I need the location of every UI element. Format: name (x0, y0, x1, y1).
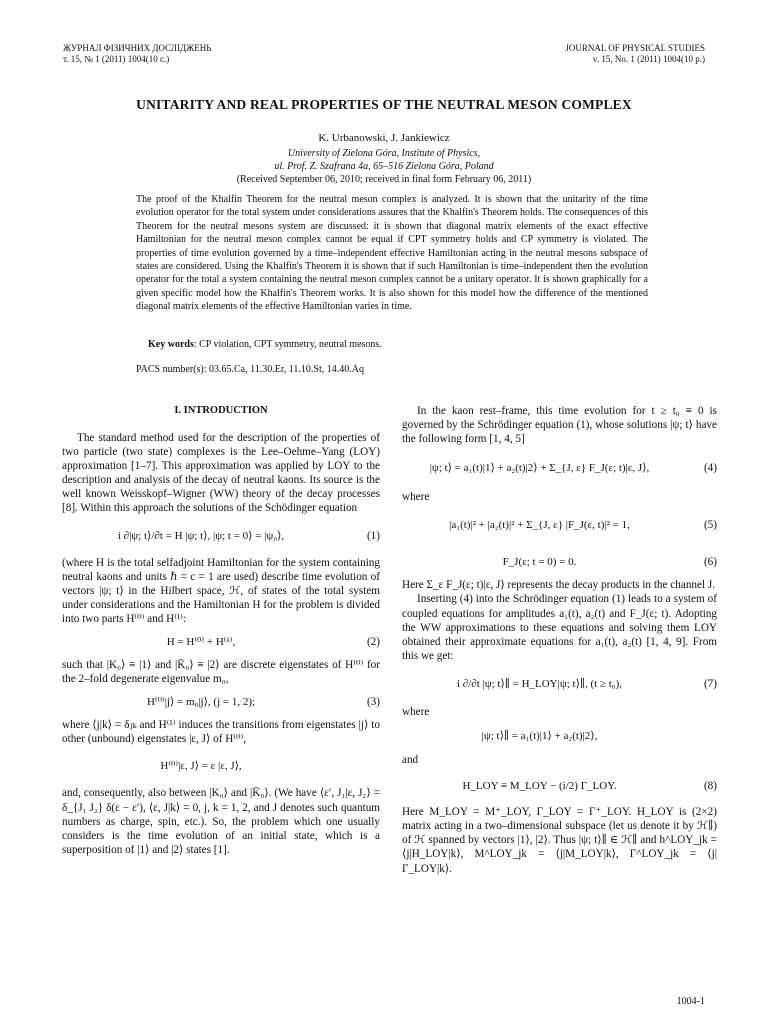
equation-7 (402, 663, 717, 705)
affiliation-line-1: University of Zielona Góra, Institute of Physics, (287, 148, 481, 159)
equation-number: (5) (703, 519, 717, 532)
paragraph: The standard method used for the description of the properties of two particle (two state) complexes is the Lee–Oehme–Yang (LOY) approximation [1–7]. This approximation was applied by LOY to the description and analysis of the decay of neutral kaons. Its source is the well known Weisskopf–Wigner (WW) theory of the decay processes [8]. Within this approach the solutions of the Schödinger equation (62, 432, 380, 515)
keywords-text: : CP violation, CPT symmetry, neutral mesons. (193, 339, 382, 350)
equation-body: i ∂/∂t |ψ; t⟩∥ = H_LOY|ψ; t⟩∥, (t ≥ t₀), (457, 677, 622, 690)
paragraph: Here Σ_ε F_J(ε; t)|ε, J⟩ represents the decay products in the channel J. (402, 579, 716, 592)
equation-number: (1) (366, 529, 380, 542)
equation-body: |ψ; t⟩ = a₁(t)|1⟩ + a₂(t)|2⟩ + Σ_{J, ε} F_J(ε; t)|ε, J⟩, (429, 462, 650, 475)
pacs-numbers: PACS number(s): 03.65.Ca, 11.30.Er, 11.10.St, 14.40.Aq (136, 364, 364, 375)
equation-parallel (402, 719, 717, 753)
equation-unbound (62, 746, 380, 786)
equation-number: (2) (366, 636, 380, 649)
volume-info-eng: v. 15, No. 1 (2011) 1004(10 p.) (592, 54, 705, 64)
equation-number: (8) (703, 780, 717, 793)
equation-body: |ψ; t⟩∥ = a₁(t)|1⟩ + a₂(t)|2⟩, (481, 730, 598, 743)
equation-body: H⁽⁰⁾|ε, J⟩ = ε |ε, J⟩, (160, 760, 242, 773)
equation-body: |a₁(t)|² + |a₂(t)|² + Σ_{J, ε} |F_J(ε, t)|² = 1, (449, 519, 630, 532)
equation-number: (4) (703, 462, 717, 475)
equation-number: (3) (366, 696, 380, 709)
paragraph: where (402, 705, 430, 718)
equation-body: F_J(ε; t = 0) = 0. (502, 556, 577, 569)
paragraph: where (402, 491, 430, 504)
journal-name-ukr: ЖУРНАЛ ФІЗИЧНИХ ДОСЛІДЖЕНЬ (63, 43, 212, 53)
paragraph: Here M_LOY = M⁺_LOY, Γ_LOY = Γ⁺_LOY. H_LOY is (2×2) matrix acting in a two–dimensional subspace (let us denote it by ℋ∥) of ℋ spanned by vectors |1⟩, |2⟩. Thus |ψ; t⟩∥ ∈ ℋ∥ and h^LOY_jk = ⟨j|H_LOY|k⟩, M^LOY_jk = ⟨j|M_LOY|k⟩, Γ^LOY_jk = ⟨j|Γ_LOY|k⟩. (402, 806, 717, 875)
paragraph: where ⟨j|k⟩ = δⱼₖ and H⁽¹⁾ induces the transitions from eigenstates |j⟩ to other (unbound) eigenstates |ε, J⟩ of H⁽⁰⁾, (62, 719, 380, 746)
section-heading: I. INTRODUCTION (174, 405, 268, 416)
equation-1 (62, 516, 380, 556)
volume-info-ukr: т. 15, № 1 (2011) 1004(10 с.) (63, 54, 170, 64)
affiliation (0, 147, 768, 186)
paragraph: In the kaon rest–frame, this time evolution for t ≥ t₀ ≡ 0 is governed by the Schrödinger equation (1), whose solutions |ψ; t⟩ have the following form [1, 4, 5] (402, 405, 717, 446)
equation-number: (7) (703, 677, 717, 690)
equation-8 (402, 767, 717, 805)
keywords-label: Key words (148, 339, 194, 350)
keywords (148, 339, 382, 350)
equation-2 (62, 626, 380, 658)
equation-body: H⁽⁰⁾|j⟩ = m₀|j⟩, (j = 1, 2); (146, 696, 256, 709)
received-dates: (Received September 06, 2010; received in final form February 06, 2011) (236, 174, 532, 185)
paper-title: UNITARITY AND REAL PROPERTIES OF THE NEUTRAL MESON COMPLEX (136, 97, 632, 112)
journal-header-left (63, 43, 211, 65)
journal-header-right (565, 43, 705, 65)
paragraph: and (402, 754, 419, 767)
equation-6 (402, 546, 717, 578)
paragraph: and, consequently, also between |K₀⟩ and |K̄₀⟩. (We have ⟨ε′, J₁|ε, J₂⟩ = δ_{J₁ J₂} δ(ε − ε′), ⟨ε, J|k⟩ = 0, j, k = 1, 2, and J denotes such quantum numbers as charge, spin, etc.). So, the problem which one usually considers is the time evolution of an initial state, which is a superposition of |1⟩ and |2⟩ states [1]. (62, 787, 380, 856)
paragraph: (where H is the total selfadjoint Hamiltonian for the system containing neutral kaons and units ℏ = c = 1 are used) describe time evolution of vectors |ψ; t⟩ in the Hilbert space, ℋ, of states of the total system under considerations and the Hamiltonian H for the problem is divided into two parts H⁽⁰⁾ and H⁽¹⁾: (62, 556, 380, 625)
equation-body: H = H⁽⁰⁾ + H⁽¹⁾, (166, 636, 236, 649)
right-column (402, 404, 717, 876)
abstract: The proof of the Khalfin Theorem for the neutral meson complex is analyzed. It is shown that the unitarity of the time evolution operator for the total system under considerations assures that the Khalfin's Theorem holds. The consequences of this Theorem for the neutral mesons system are discussed: it is shown that diagonal matrix elements of the exact effective Hamiltonian for the neutral meson complex cannot be equal if CPT symmetry holds and CP symmetry is violated. The properties of time evolution governed by a time–independent effective Hamiltonian acting in the neutral mesons subspace of states are considered. Using the Khalfin's Theorem it is shown that if such Hamiltonian is time–independent then the evolution operator for the total a system containing the neutral meson complex cannot be a unitary operator. It is shown graphically for a given specific model how the Khalfin's Theorem works. It is also shown for this model how the difference of the mentioned diagonal matrix elements of the effective Hamiltonian varies in time. (136, 194, 648, 313)
equation-body: H_LOY ≡ M_LOY − (i/2) Γ_LOY. (462, 780, 617, 793)
equation-4 (402, 446, 717, 490)
authors: K. Urbanowski, J. Jankiewicz (318, 132, 450, 144)
page-number: 1004-1 (676, 996, 705, 1007)
equation-5 (402, 504, 717, 546)
paragraph: Inserting (4) into the Schrödinger equation (1) leads to a system of coupled equations for amplitudes a₁(t), a₂(t) and F_J(ε; t). Adopting the WW approximations to these equations and solving them LOY obtained their approximate equations for a₁(t), a₂(t) [1, 4, 9]. From this we get: (402, 593, 717, 662)
affiliation-line-2: ul. Prof. Z. Szafrana 4a, 65–516 Zielona Góra, Poland (274, 161, 494, 172)
equation-3 (62, 686, 380, 718)
journal-name-eng: JOURNAL OF PHYSICAL STUDIES (565, 43, 705, 53)
paragraph: such that |K₀⟩ ≡ |1⟩ and |K̄₀⟩ ≡ |2⟩ are discrete eigenstates of H⁽⁰⁾ for the 2–fold degenerate eigenvalue m₀, (62, 659, 380, 686)
equation-number: (6) (703, 556, 717, 569)
left-column (62, 404, 380, 857)
equation-body: i ∂|ψ; t⟩/∂t = H |ψ; t⟩, |ψ; t = 0⟩ = |ψ₀⟩, (117, 529, 285, 542)
